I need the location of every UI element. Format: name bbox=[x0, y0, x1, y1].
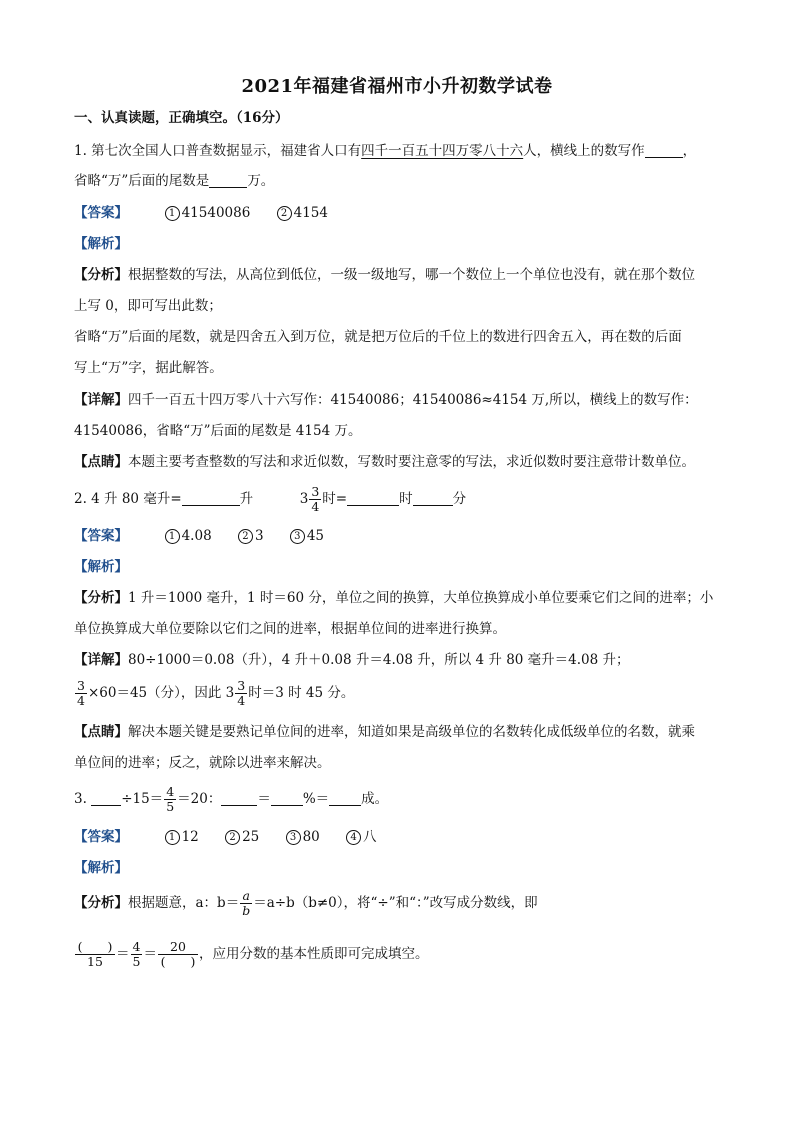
q3-blank-4[interactable] bbox=[329, 791, 361, 806]
q2-comment-1: 【点睛】解决本题关键是要熟记单位间的进率，知道如果是高级单位的名数转化成低级单位的名数，就乘 bbox=[74, 724, 695, 740]
q2-detail-2: $\frac{3}{4}$ ×60＝45（分），因此 3 $\frac{3}{4}$ 时＝3 时 45 分。 bbox=[77, 678, 355, 708]
q3-fraction-blank-15: $\frac{( )}{15}$ bbox=[75, 940, 115, 969]
q3-blank-2[interactable] bbox=[221, 791, 257, 806]
q2-detail-fraction-1: $\frac{3}{4}$ bbox=[77, 678, 85, 708]
q3-blank-1[interactable] bbox=[91, 791, 121, 806]
q1-blank-1[interactable] bbox=[645, 143, 683, 158]
q2-detail-fraction-2: $\frac{3}{4}$ bbox=[237, 678, 246, 708]
q3-analysis-tag: 【解析】 bbox=[74, 860, 128, 876]
q2-blank-3[interactable] bbox=[413, 491, 453, 506]
q2-blank-1[interactable] bbox=[182, 491, 240, 506]
q3-fraction: $\frac{4}{5}$ bbox=[166, 784, 175, 814]
q3-answer: 【答案】 1 12 2 25 3 80 4 八 bbox=[74, 829, 377, 845]
q1-detail-2: 41540086，省略“万”后面的尾数是 4154 万。 bbox=[74, 423, 362, 439]
q3-fraction-4-5: $\frac{4}{5}$ bbox=[132, 939, 141, 969]
q2-analysis-tag: 【解析】 bbox=[74, 559, 128, 575]
q1-line-1: 1. 第七次全国人口普查数据显示，福建省人口有四千一百五十四万零八十六人，横线上的数写作 ， bbox=[74, 143, 697, 159]
q2-line: 2. 4 升 80 毫升= 升 3 $\frac{3}{4}$ 时= 时 分 bbox=[74, 484, 467, 514]
q2-fenxi-1: 【分析】1 升＝1000 毫升，1 时＝60 分，单位之间的换算，大单位换算成小单位要乘它们之间的进率；小 bbox=[74, 590, 714, 606]
q1-blank-2[interactable] bbox=[209, 173, 247, 188]
section-heading: 一、认真读题，正确填空。（16分） bbox=[74, 110, 289, 126]
q1-fenxi-2: 上写 0，即可写出此数； bbox=[74, 298, 222, 314]
q2-answer: 【答案】 1 4.08 2 3 3 45 bbox=[74, 528, 325, 544]
q1-answer: 【答案】 1 41540086 2 4154 bbox=[74, 205, 328, 221]
q2-fenxi-2: 单位换算成大单位要除以它们之间的进率，根据单位间的进率进行换算。 bbox=[74, 621, 506, 637]
q1-line-2: 省略“万”后面的尾数是 万。 bbox=[74, 173, 275, 189]
q2-detail-1: 【详解】80÷1000＝0.08（升），4 升＋0.08 升＝4.08 升，所以 4 升 80 毫升＝4.08 升； bbox=[74, 652, 630, 668]
q3-fenxi-1: 【分析】根据题意，a：b＝ $\frac{a}{b}$ ＝a÷b（b≠0），将“÷”和“：”改写成分数线，即 bbox=[74, 888, 538, 918]
q2-fraction: $\frac{3}{4}$ bbox=[311, 484, 320, 514]
q3-line: 3. ÷15＝ $\frac{4}{5}$ ＝20： ＝ %＝ 成。 bbox=[74, 784, 389, 814]
q3-fenxi-fraction: $\frac{a}{b}$ bbox=[242, 888, 251, 918]
page-title: 2021年福建省福州市小升初数学试卷 bbox=[241, 76, 553, 97]
q2-comment-2: 单位间的进率；反之，就除以进率来解决。 bbox=[74, 755, 331, 771]
q3-blank-3[interactable] bbox=[271, 791, 303, 806]
q1-fenxi-1: 【分析】根据整数的写法，从高位到低位，一级一级地写，哪一个数位上一个单位也没有，就在那个数位 bbox=[74, 267, 695, 283]
q1-underlined-number: 四千一百五十四万零八十六 bbox=[361, 143, 524, 159]
q1-fenxi-4: 写上“万”字，据此解答。 bbox=[74, 360, 223, 376]
q3-fenxi-2: $\frac{( )}{15}$ ＝ $\frac{4}{5}$ ＝ $\frac{20}{( )}$ ，应用分数的基本性质即可完成填空。 bbox=[74, 936, 428, 972]
q2-blank-2[interactable] bbox=[347, 491, 399, 506]
q1-comment: 【点睛】本题主要考查整数的写法和求近似数，写数时要注意零的写法，求近似数时要注意带计数单位。 bbox=[74, 454, 695, 470]
q1-detail-1: 【详解】四千一百五十四万零八十六写作：41540086；41540086≈4154 万,所以，横线上的数写作： bbox=[74, 392, 698, 408]
q1-fenxi-3: 省略“万”后面的尾数，就是四舍五入到万位，就是把万位后的千位上的数进行四舍五入，再在数的后面 bbox=[74, 329, 682, 345]
q1-analysis-tag: 【解析】 bbox=[74, 236, 128, 252]
q3-fraction-20-blank: $\frac{20}{( )}$ bbox=[158, 940, 198, 969]
